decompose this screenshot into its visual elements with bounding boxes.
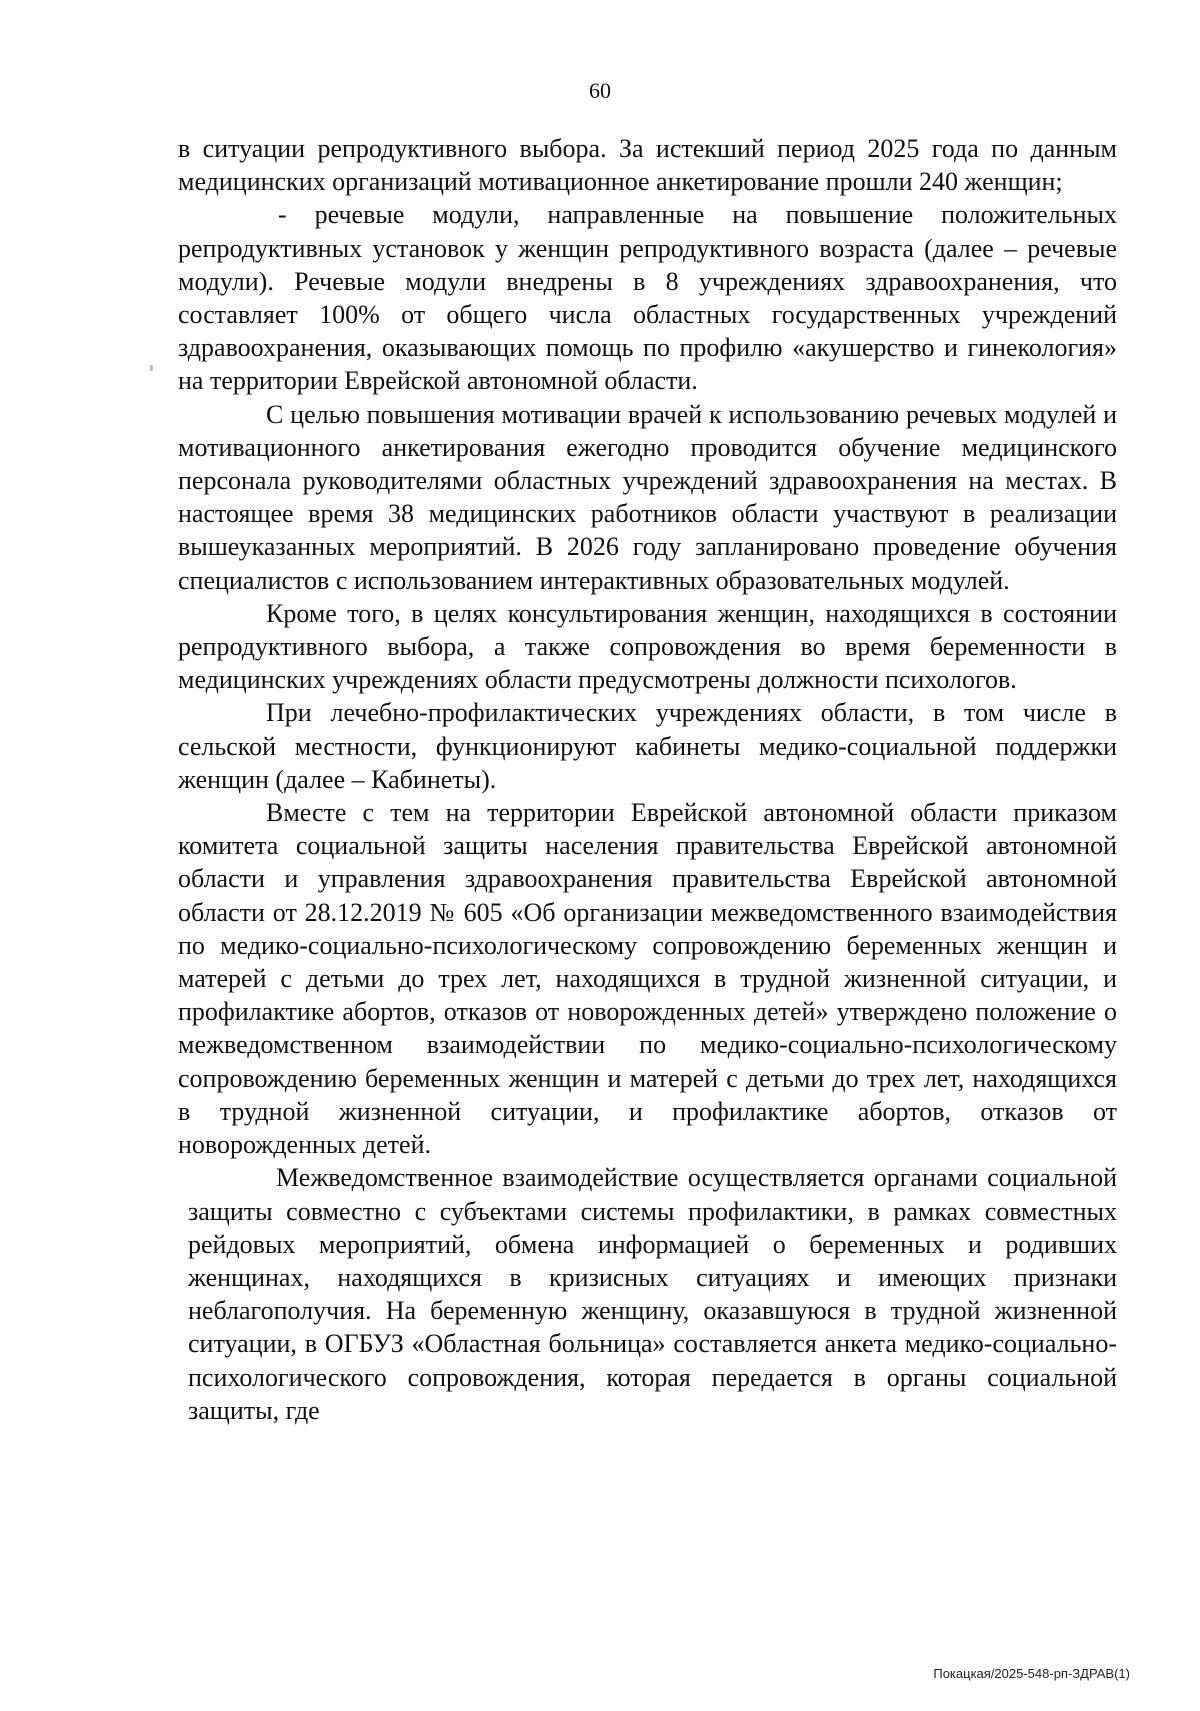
paragraph-support-offices: При лечебно-профилактических учреждениях области, в том числе в сельской местности, функционируют кабинеты медико-социальной поддержки женщин (далее – Кабинеты).	[178, 698, 1117, 794]
document-body	[178, 132, 1117, 1427]
paragraph-interagency-order: Вместе с тем на территории Еврейской автономной области приказом комитета социальной защиты населения правительства Еврейской автономной области и управления здравоохранения правительства Еврейской автономной области от 28.12.2019 № 605 «Об организации межведомственного взаимодействия по медико-социально-психологическому сопровождению беременных женщин и матерей с детьми до трех лет, находящихся в трудной жизненной ситуации, и профилактике абортов, отказов от новорожденных детей» утверждено положение о межведомственном взаимодействии по медико-социально-психологическому сопровождению беременных женщин и матерей с детьми до трех лет, находящихся в трудной жизненной ситуации, и профилактике абортов, отказов от новорожденных детей.	[178, 798, 1117, 1160]
paragraph-continuation: в ситуации репродуктивного выбора. За истекший период 2025 года по данным медицинских организаций мотивационное анкетирование прошли 240 женщин;	[178, 134, 1117, 197]
scan-speck	[150, 365, 153, 371]
paragraph-psychologists: Кроме того, в целях консультирования женщин, находящихся в состоянии репродуктивного выбора, а также сопровождения во время беременности в медицинских учреждениях области предусмотрены должности психологов.	[178, 598, 1117, 695]
paragraph-interagency-cooperation: Межведомственное взаимодействие осуществляется органами социальной защиты совместно с субъектами системы профилактики, в рамках совместных рейдовых мероприятий, обмена информацией о беременных и родивших женщинах, находящихся в кризисных ситуациях и имеющих признаки неблагополучия. На беременную женщину, оказавшуюся в трудной жизненной ситуации, в ОГБУЗ «Областная больница» составляется анкета медико-социально-психологического сопровождения, которая передается в органы социальной защиты, где	[188, 1163, 1117, 1425]
paragraph-speech-modules: - речевые модули, направленные на повышение положительных репродуктивных установок у женщин репродуктивного возраста (далее – речевые модули). Речевые модули внедрены в 8 учреждениях здравоохранения, что составляет 100% от общего числа областных государственных учреждений здравоохранения, оказывающих помощь по профилю «акушерство и гинекология» на территории Еврейской автономной области.	[178, 200, 1117, 396]
paragraph-staff-training: С целью повышения мотивации врачей к использованию речевых модулей и мотивационного анкетирования ежегодно проводится обучение медицинского персонала руководителями областных учреждений здравоохранения на местах. В настоящее время 38 медицинских работников области участвуют в реализации вышеуказанных мероприятий. В 2026 году запланировано проведение обучения специалистов с использованием интерактивных образовательных модулей.	[178, 399, 1117, 595]
page-number: 60	[589, 78, 611, 103]
document-code: Покацкая/2025-548-рп-ЗДРАВ(1)	[933, 1666, 1130, 1681]
